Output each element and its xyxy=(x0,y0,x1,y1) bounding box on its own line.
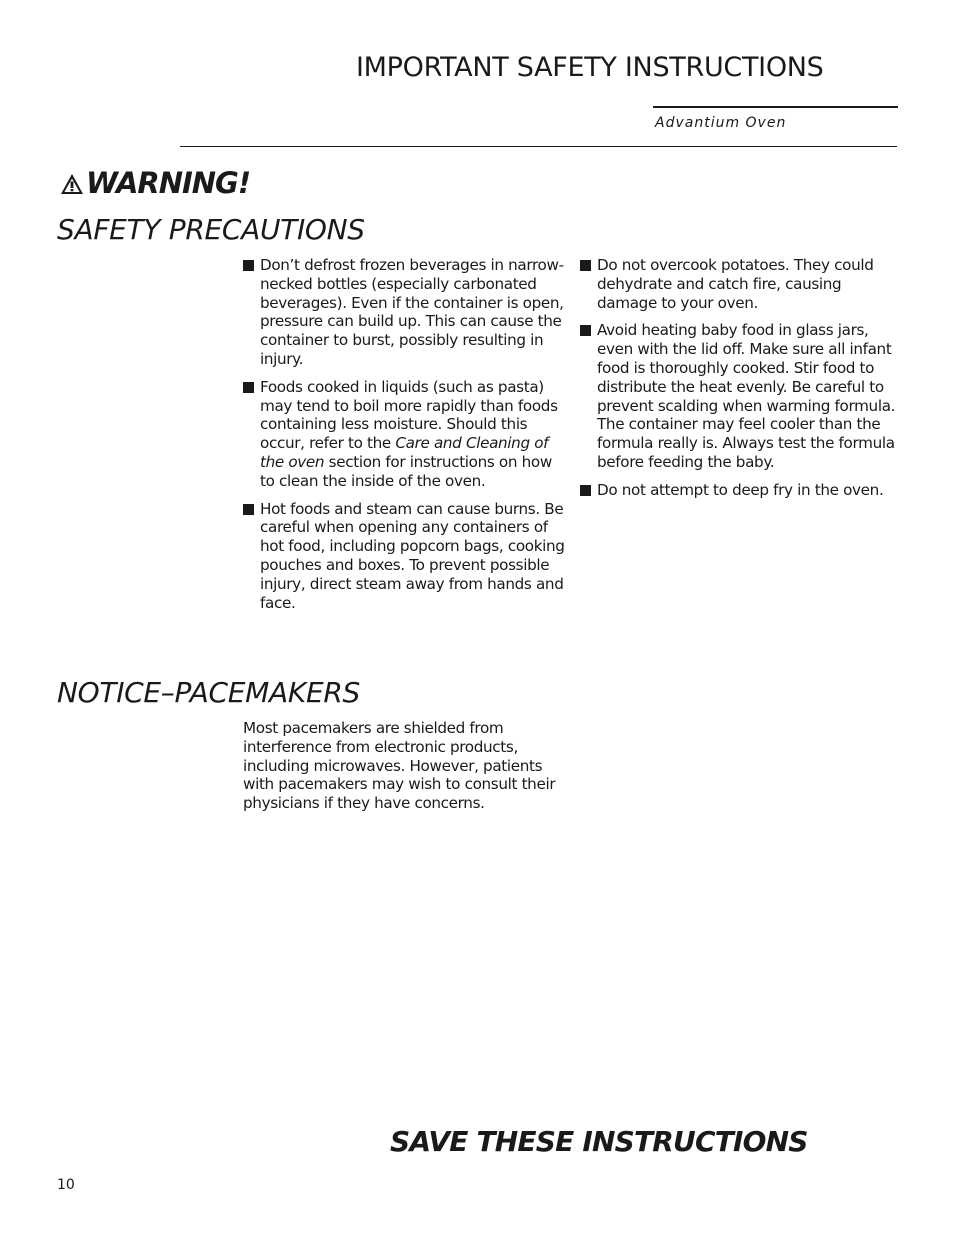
header-divider-short xyxy=(653,106,898,108)
precautions-left-column xyxy=(243,256,565,621)
warning-heading xyxy=(60,166,250,200)
list-item-text: Hot foods and steam can cause burns. Be careful when opening any containers of hot food, including popcorn bags, cooking pouches and boxes. To prevent possible injury, direct steam away from hands and face. xyxy=(260,499,565,612)
list-item-text: Do not overcook potatoes. They could dehydrate and catch fire, causing damage to your oven. xyxy=(597,256,874,312)
square-bullet-icon xyxy=(243,260,254,271)
list-item xyxy=(580,481,902,500)
list-item xyxy=(243,378,565,491)
list-item xyxy=(243,256,565,369)
warning-label: WARNING! xyxy=(86,166,251,200)
list-item-text xyxy=(260,378,565,491)
precautions-right-column xyxy=(580,256,902,509)
square-bullet-icon xyxy=(580,260,591,271)
warning-triangle-icon xyxy=(60,173,84,195)
square-bullet-icon xyxy=(243,504,254,515)
header-divider-long xyxy=(180,146,897,147)
list-item xyxy=(580,321,902,471)
list-item-text: Avoid heating baby food in glass jars, even with the lid off. Make sure all infant food is thoroughly cooked. Stir food to distribute the heat evenly. Be careful to prevent scalding when warming formula. The container may feel cooler than the formula really is. Always test the formula before feeding the baby. xyxy=(597,321,896,471)
square-bullet-icon xyxy=(580,485,591,496)
list-item-text-start: Foods cooked in liquids (such as pasta) may tend to boil more rapidly than foods containing less moisture. Should this occur, refer to the xyxy=(260,377,558,453)
save-instructions-heading: SAVE THESE INSTRUCTIONS xyxy=(390,1125,808,1158)
list-item-text: Do not attempt to deep fry in the oven. xyxy=(597,480,884,499)
list-item-text-end: section for instructions on how to clean the inside of the oven. xyxy=(260,452,552,490)
page-title: IMPORTANT SAFETY INSTRUCTIONS xyxy=(356,52,824,83)
product-subtitle: Advantium Oven xyxy=(655,115,787,131)
safety-precautions-heading: SAFETY PRECAUTIONS xyxy=(57,213,365,246)
square-bullet-icon xyxy=(580,325,591,336)
list-item xyxy=(580,256,902,312)
list-item xyxy=(243,500,565,613)
page-number: 10 xyxy=(57,1177,75,1193)
notice-pacemakers-heading: NOTICE–PACEMAKERS xyxy=(57,676,360,709)
notice-body-text: Most pacemakers are shielded from interference from electronic products, including microwaves. However, patients with pacemakers may wish to consult their physicians if they have concerns. xyxy=(243,719,556,813)
care-and-cleaning-reference: Care and Cleaning of the oven xyxy=(260,434,549,471)
list-item-text: Don’t defrost frozen beverages in narrow-necked bottles (especially carbonated beverages). Even if the container is open, pressure can build up. This can cause the container to burst, possibly resulting in injury. xyxy=(260,256,564,368)
square-bullet-icon xyxy=(243,382,254,393)
